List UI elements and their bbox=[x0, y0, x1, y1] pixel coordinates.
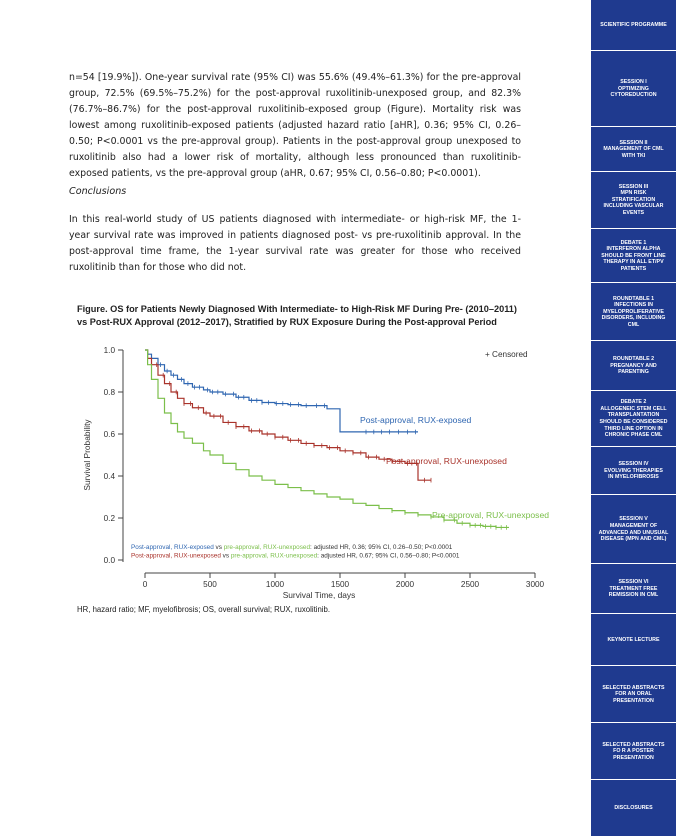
x-tick-label: 0 bbox=[142, 580, 148, 589]
sidebar-item-label-line: SELECTED ABSTRACTS bbox=[602, 741, 665, 748]
sidebar-item-label-line: FOR AN ORAL bbox=[615, 691, 652, 698]
sidebar-item[interactable] bbox=[591, 565, 676, 613]
sidebar-item-label bbox=[604, 184, 664, 217]
sidebar-item[interactable] bbox=[591, 172, 676, 228]
sidebar-item-label-line: CYTOREDUCTION bbox=[610, 92, 657, 99]
y-tick-label: 0.6 bbox=[103, 430, 115, 439]
stats-part: Post-approval, RUX-exposed bbox=[131, 544, 214, 551]
sidebar-item[interactable] bbox=[591, 230, 676, 282]
figure-title bbox=[77, 303, 567, 329]
y-tick-label: 1.0 bbox=[103, 346, 115, 355]
censored-legend: + Censored bbox=[485, 350, 528, 359]
sidebar-item-label-line: KEYNOTE LECTURE bbox=[607, 636, 660, 643]
sidebar-item[interactable] bbox=[591, 781, 676, 836]
sidebar-item-label-line: CML bbox=[627, 321, 640, 328]
results-paragraph-line: n=54 [19.9%]). One-year survival rate (95% CI) was 55.6% (49.4%–61.3%) for the pre-approval bbox=[69, 72, 521, 83]
sidebar-item[interactable] bbox=[591, 52, 676, 126]
sidebar-item-label bbox=[600, 399, 668, 439]
x-axis-title: Survival Time, days bbox=[282, 590, 356, 600]
sidebar-item-label-line: SELECTED ABSTRACTS bbox=[602, 684, 665, 691]
sidebar-item-label-line: FO R A POSTER bbox=[613, 748, 654, 755]
y-tick-label: 0.0 bbox=[103, 556, 115, 565]
sidebar-item-label-line: MANAGEMENT OF bbox=[609, 522, 658, 529]
sidebar-divider bbox=[591, 390, 676, 391]
sidebar-item-label-line: DEBATE 2 bbox=[620, 399, 647, 406]
x-tick-label: 500 bbox=[203, 580, 217, 589]
sidebar-divider bbox=[591, 171, 676, 172]
sidebar-item-label-line: ADVANCED AND UNUSUAL bbox=[598, 529, 669, 536]
sidebar-divider bbox=[591, 282, 676, 283]
sidebar-item-label-line: MANAGEMENT OF CML bbox=[603, 146, 664, 153]
figure-title-line-2: vs Post-RUX Approval (2012–2017), Stratified by RUX Exposure During the Post-approval Period bbox=[77, 317, 497, 327]
figure-footnote: HR, hazard ratio; MF, myelofibrosis; OS, overall survival; RUX, ruxolitinib. bbox=[77, 605, 331, 614]
sidebar-item-label-line: SHOULD BE FRONT LINE bbox=[601, 252, 666, 259]
sidebar-divider bbox=[591, 446, 676, 447]
sidebar-item[interactable] bbox=[591, 342, 676, 390]
y-tick-label: 0.8 bbox=[103, 388, 115, 397]
sidebar-item[interactable] bbox=[591, 496, 676, 563]
sidebar-item-label-line: PREGNANCY AND bbox=[610, 362, 657, 369]
sidebar-divider bbox=[591, 613, 676, 614]
sidebar-item-label-line: ROUNDTABLE 1 bbox=[612, 295, 655, 302]
y-axis-title: Survival Probability bbox=[82, 419, 92, 491]
sidebar-divider bbox=[591, 665, 676, 666]
sidebar-item-label-line: SCIENTIFIC PROGRAMME bbox=[600, 21, 667, 28]
figure-title-line-1: Figure. OS for Patients Newly Diagnosed With Intermediate- to High-Risk MF During Pre- (2010–2011) bbox=[77, 304, 517, 314]
stats-part: pre-approval, RUX-unexposed bbox=[223, 544, 311, 551]
stats-part: vs bbox=[213, 544, 224, 551]
stats-part: pre-approval, RUX-unexposed bbox=[230, 552, 318, 560]
stats-part: : adjusted HR, 0.67; 95% CI, 0.56–0.80; P<0.0001 bbox=[317, 552, 460, 560]
stats-part: : adjusted HR, 0.36; 95% CI, 0.26–0.50; P<0.0001 bbox=[310, 544, 453, 551]
sidebar-divider bbox=[591, 50, 676, 51]
sidebar-item-label bbox=[607, 637, 659, 644]
sidebar-item-label-line: ROUNDTABLE 2 bbox=[612, 356, 655, 363]
sidebar-item-label bbox=[610, 356, 657, 376]
results-paragraph-line: 0.50; P<0.0001 vs the pre-approval group). Patients in the post-approval group unexposed to bbox=[69, 136, 521, 147]
sidebar-item-label-line: REMISSION IN CML bbox=[608, 592, 659, 599]
sidebar-item-label bbox=[602, 296, 666, 329]
sidebar-divider bbox=[591, 494, 676, 495]
stats-part: vs bbox=[220, 552, 231, 560]
sidebar-item-label-line: DISEASE (MPN AND CML) bbox=[600, 536, 667, 543]
sidebar-item-label-line: ALLOGENEIC STEM CELL bbox=[600, 405, 667, 412]
sidebar-item-label-line: DISCLOSURES bbox=[614, 805, 653, 812]
sidebar-item-label-line: STRATIFICATION bbox=[611, 196, 656, 203]
conclusions-paragraph-line: In this real-world study of US patients diagnosed with intermediate- or high-risk MF, the 1- bbox=[69, 214, 521, 225]
y-tick-label: 0.2 bbox=[103, 514, 115, 523]
sidebar-item[interactable] bbox=[591, 667, 676, 722]
sidebar-item-label bbox=[604, 461, 663, 481]
y-tick-label: 0.4 bbox=[103, 472, 115, 481]
results-paragraph-line: group, 72.5% (69.5%–75.2%) for the post-approval ruxolitinib-unexposed group, and 82.3% bbox=[69, 88, 521, 99]
stats-line bbox=[131, 553, 460, 560]
sidebar-item[interactable] bbox=[591, 724, 676, 779]
sidebar-item-label-line: EVOLVING THERAPIES bbox=[604, 467, 663, 474]
results-paragraph-line: ruxolitinib also had a lower risk of mortality, although less pronounced than ruxolitinib- bbox=[69, 152, 521, 163]
sidebar-nav bbox=[591, 0, 676, 836]
sidebar-item-label-line: PRESENTATION bbox=[613, 754, 654, 761]
sidebar-item-label bbox=[601, 240, 665, 273]
sidebar-item-label-line: PARENTING bbox=[618, 369, 649, 376]
sidebar-item-label-line: THERAPY IN ALL ET/PV bbox=[603, 259, 664, 266]
sidebar-item-label-line: SESSION III bbox=[618, 183, 649, 190]
sidebar-item-label-line: PATIENTS bbox=[620, 265, 647, 272]
sidebar-divider bbox=[591, 563, 676, 564]
sidebar-item[interactable] bbox=[591, 0, 676, 50]
sidebar-item-label bbox=[610, 79, 656, 99]
results-paragraph-line: lowest among ruxolitinib-exposed patients (adjusted hazard ratio [aHR], 0.36; 95% CI, 0.26– bbox=[69, 120, 521, 131]
sidebar-item-label-line: DISORDERS, INCLUDING bbox=[601, 315, 666, 322]
series-label-post-approval-rux-exposed: Post-approval, RUX-exposed bbox=[360, 415, 472, 425]
series-line-pre-approval-rux-unexposed bbox=[145, 350, 509, 527]
sidebar-item-label-line: EVENTS bbox=[622, 209, 645, 216]
results-paragraph-line: (76.7%–86.7%) for the post-approval ruxolitinib-exposed group (Figure). Mortality risk was bbox=[69, 104, 521, 115]
x-tick-label: 3000 bbox=[525, 580, 545, 589]
sidebar-divider bbox=[591, 722, 676, 723]
results-paragraph-line: exposed patients, vs the pre-approval group (aHR, 0.67; 95% CI, 0.56–0.80; P<0.0001). bbox=[69, 168, 481, 179]
sidebar-item-label bbox=[603, 140, 663, 160]
sidebar-item-label-line: SESSION IV bbox=[618, 461, 649, 468]
conclusions-paragraph-line: post-approval time frame, the 1-year survival rate was greater for those who received bbox=[69, 246, 521, 257]
sidebar-item-label-line: SESSION VI bbox=[618, 579, 649, 586]
sidebar-item-label-line: IN MYELOFIBROSIS bbox=[608, 474, 659, 481]
sidebar-item-label-line: TRANSPLANTATION bbox=[607, 412, 660, 419]
sidebar-item-label-line: TREATMENT FREE bbox=[609, 585, 658, 592]
sidebar-item[interactable] bbox=[591, 615, 676, 665]
sidebar-divider bbox=[591, 126, 676, 127]
sidebar-item-label-line: SESSION II bbox=[619, 139, 648, 146]
sidebar-item-label bbox=[602, 685, 664, 705]
sidebar-item-label-line: WITH TKI bbox=[621, 152, 646, 159]
sidebar-item-label bbox=[599, 516, 669, 542]
sidebar-item-label bbox=[614, 805, 652, 812]
sidebar-item[interactable] bbox=[591, 128, 676, 171]
sidebar-item-label-line: PRESENTATION bbox=[613, 697, 654, 704]
sidebar-item-label-line: CHRONIC PHASE CML bbox=[604, 432, 663, 439]
sidebar-item-label-line: SESSION I bbox=[620, 79, 647, 86]
sidebar-item-label-line: INCLUDING VASCULAR bbox=[603, 203, 664, 210]
results-paragraph bbox=[69, 70, 521, 182]
series-label-post-approval-rux-unexposed: Post-approval, RUX-unexposed bbox=[386, 456, 507, 466]
sidebar-divider bbox=[591, 779, 676, 780]
x-tick-label: 2000 bbox=[395, 580, 415, 589]
x-tick-label: 1000 bbox=[265, 580, 285, 589]
sidebar-item-label-line: THIRD LINE OPTION IN bbox=[604, 425, 663, 432]
sidebar-item-label-line: SHOULD BE CONSIDERED bbox=[599, 419, 668, 425]
sidebar-item[interactable] bbox=[591, 392, 676, 446]
sidebar-item[interactable] bbox=[591, 284, 676, 340]
sidebar-item-label bbox=[609, 579, 658, 599]
conclusions-paragraph-line: year survival rate was improved in patients diagnosed post- vs pre-ruxolitinib approval. In the bbox=[69, 230, 521, 241]
sidebar-item-label bbox=[600, 22, 667, 29]
sidebar-item-label-line: INTERFERON ALPHA bbox=[606, 246, 661, 253]
conclusions-heading: Conclusions bbox=[69, 186, 127, 197]
conclusions-paragraph-line: ruxolitinib than for those who did not. bbox=[69, 262, 247, 273]
x-tick-label: 1500 bbox=[330, 580, 350, 589]
sidebar-item-label-line: OPTIMIZING bbox=[618, 85, 649, 92]
sidebar-item-label-line: MPN RISK bbox=[620, 190, 647, 197]
sidebar-item-label-line: DEBATE 1 bbox=[620, 239, 647, 246]
sidebar-item[interactable] bbox=[591, 448, 676, 494]
stats-line bbox=[131, 544, 453, 551]
sidebar-item-label bbox=[602, 742, 664, 762]
sidebar-divider bbox=[591, 340, 676, 341]
stats-part: Post-approval, RUX-unexposed bbox=[131, 552, 221, 560]
survival-chart bbox=[0, 335, 590, 600]
sidebar-item-label-line: SESSION V bbox=[619, 516, 648, 523]
conclusions-paragraph bbox=[69, 212, 521, 276]
sidebar-item-label-line: MYELOPROLIFERATIVE bbox=[603, 308, 664, 315]
sidebar-divider bbox=[591, 228, 676, 229]
sidebar-item-label-line: INFECTIONS IN bbox=[614, 302, 653, 309]
series-label-pre-approval-rux-unexposed: Pre-approval, RUX-unexposed bbox=[432, 510, 550, 520]
x-tick-label: 2500 bbox=[460, 580, 480, 589]
